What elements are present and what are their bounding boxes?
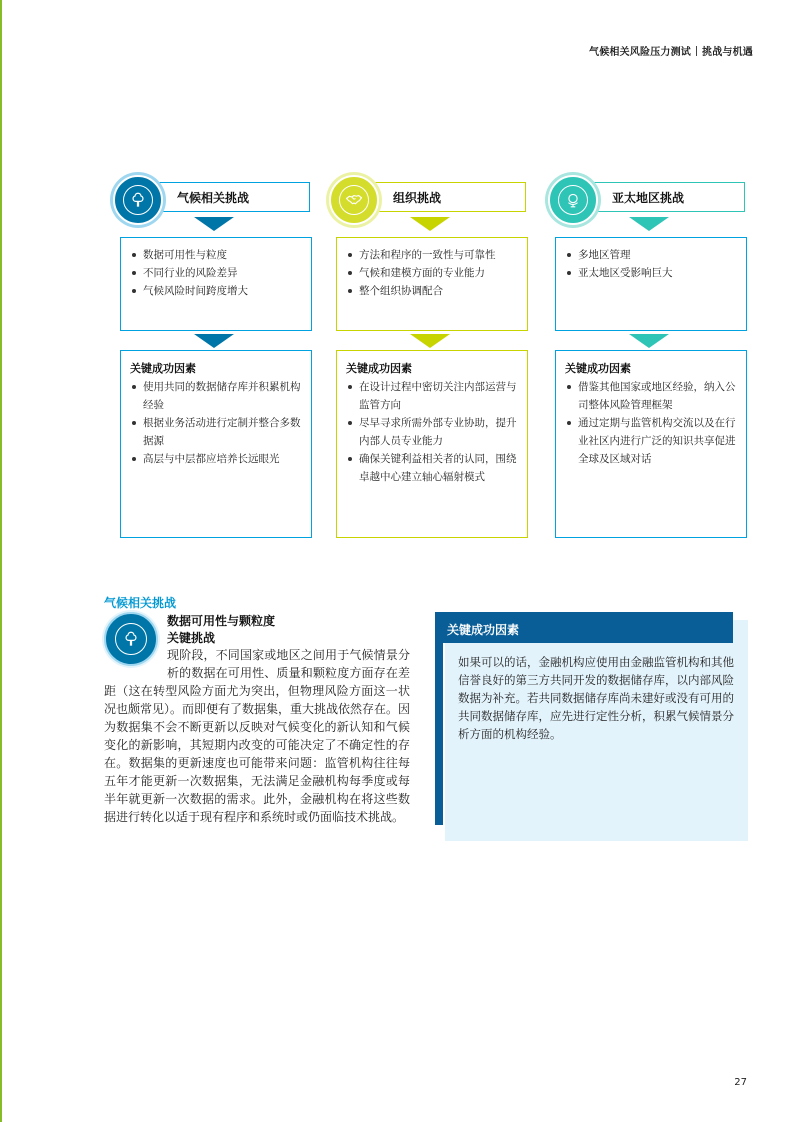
key-success-factors-box bbox=[555, 350, 747, 538]
left-accent-rule bbox=[0, 0, 2, 1122]
section-subtitle: 数据可用性与颗粒度 bbox=[167, 614, 276, 628]
challenge-item: 亚太地区受影响巨大 bbox=[565, 264, 737, 282]
challenge-list-box bbox=[336, 237, 528, 331]
kfs-item: 确保关键利益相关者的认同，围绕卓越中心建立轴心辐射模式 bbox=[346, 450, 518, 486]
key-success-factors-box bbox=[336, 350, 528, 538]
kfs-callout-left-bar bbox=[435, 612, 443, 825]
kfs-item: 在设计过程中密切关注内部运营与监管方向 bbox=[346, 378, 518, 414]
challenge-item: 方法和程序的一致性与可靠性 bbox=[346, 246, 518, 264]
column-icon-badge bbox=[548, 175, 598, 225]
challenge-item: 数据可用性与粒度 bbox=[130, 246, 302, 264]
kfs-item: 使用共同的数据储存库并积累机构经验 bbox=[130, 378, 302, 414]
section-subheading: 关键挑战 bbox=[167, 631, 216, 645]
running-header bbox=[589, 43, 753, 58]
down-arrow-icon bbox=[194, 334, 234, 348]
down-arrow-icon bbox=[629, 334, 669, 348]
kfs-item: 借鉴其他国家或地区经验，纳入公司整体风险管理框架 bbox=[565, 378, 737, 414]
challenge-item: 不同行业的风险差异 bbox=[130, 264, 302, 282]
challenge-item: 整个组织协调配合 bbox=[346, 282, 518, 300]
column-title: 亚太地区挑战 bbox=[612, 191, 685, 205]
column-icon-badge bbox=[113, 175, 163, 225]
handshake-icon bbox=[345, 191, 363, 209]
kfs-heading: 关键成功因素 bbox=[346, 362, 412, 375]
kfs-item: 根据业务活动进行定制并整合多数据源 bbox=[130, 414, 302, 450]
kfs-item: 高层与中层都应培养长远眼光 bbox=[130, 450, 302, 468]
challenge-list-box bbox=[120, 237, 312, 331]
kfs-heading: 关键成功因素 bbox=[565, 362, 631, 375]
down-arrow-icon bbox=[194, 217, 234, 231]
section-body-text bbox=[104, 646, 410, 826]
column-icon-badge bbox=[329, 175, 379, 225]
section-body: 现阶段，不同国家或地区之间用于气候情景分析的数据在可用性、质量和颗粒度方面存在差距（这在转型风险方面尤为突出，但物理风险方面这一状况也颇常见）。而即便有了数据集，重大挑战依然存在。因为数据集不会不断更新以反映对气候变化的新认知和气候变化的新影响，其短期内改变的可能决定了不确定性的存在。数据集的更新速度也可能带来问题：监管机构往往每五年才能更新一次数据集，无法满足金融机构每季度或每半年就更新一次数据的需求。此外，金融机构在将这些数据进行转化以适于现有程序和系统时或仍面临技术挑战。 bbox=[104, 648, 411, 824]
globe-icon bbox=[564, 191, 582, 209]
column-title: 组织挑战 bbox=[393, 191, 442, 205]
kfs-heading: 关键成功因素 bbox=[130, 362, 196, 375]
down-arrow-icon bbox=[410, 334, 450, 348]
challenge-item: 多地区管理 bbox=[565, 246, 737, 264]
down-arrow-icon bbox=[629, 217, 669, 231]
page-number: 27 bbox=[734, 1077, 747, 1088]
tree-icon bbox=[129, 191, 147, 209]
challenge-item: 气候风险时间跨度增大 bbox=[130, 282, 302, 300]
key-success-factors-box bbox=[120, 350, 312, 538]
kfs-item: 尽早寻求所需外部专业协助，提升内部人员专业能力 bbox=[346, 414, 518, 450]
challenge-list-box bbox=[555, 237, 747, 331]
down-arrow-icon bbox=[410, 217, 450, 231]
header-title: 气候相关风险压力测试 bbox=[589, 47, 691, 58]
challenge-item: 气候和建模方面的专业能力 bbox=[346, 264, 518, 282]
kfs-item: 通过定期与监管机构交流以及在行业社区内进行广泛的知识共享促进全球及区域对话 bbox=[565, 414, 737, 468]
header-separator bbox=[696, 46, 697, 56]
kfs-callout-text: 如果可以的话，金融机构应使用由金融监管机构和其他信誉良好的第三方共同开发的数据储存库，以内部风险数据为补充。若共同数据储存库尚未建好或没有可用的共同数据储存库，应先进行定性分析，积累气候情景分析方面的机构经验。 bbox=[458, 655, 734, 741]
header-section: 挑战与机遇 bbox=[702, 47, 753, 58]
section-title: 气候相关挑战 bbox=[104, 596, 177, 610]
kfs-callout-title: 关键成功因素 bbox=[447, 623, 520, 637]
column-title: 气候相关挑战 bbox=[177, 191, 250, 205]
